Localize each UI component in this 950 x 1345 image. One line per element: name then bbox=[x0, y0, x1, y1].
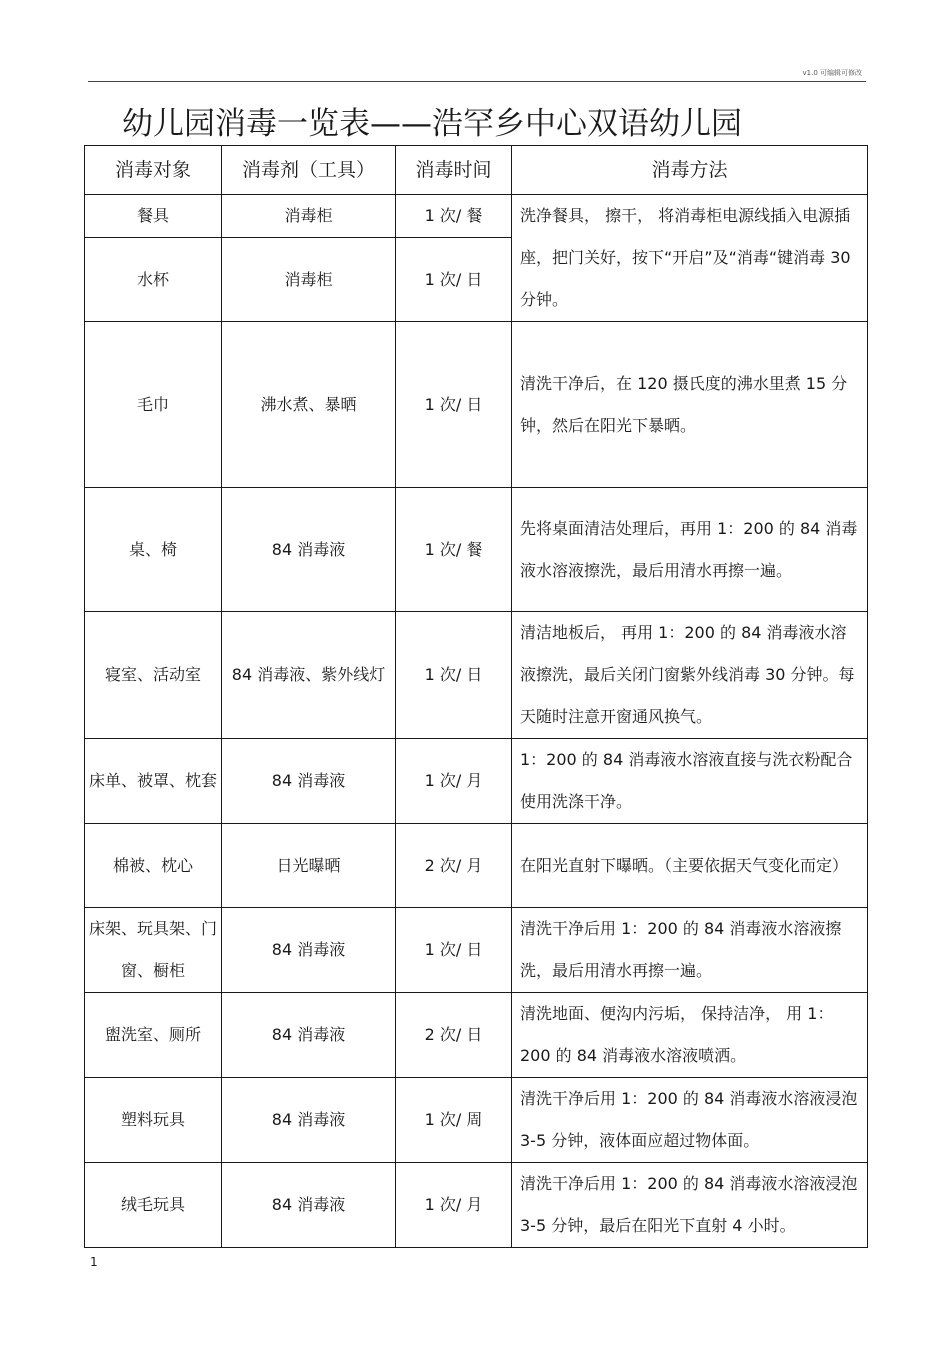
table-row bbox=[85, 322, 868, 488]
table-row bbox=[85, 824, 868, 908]
cell-agent: 日光曝晒 bbox=[222, 824, 396, 908]
cell-time: 1 次/ 日 bbox=[396, 322, 512, 488]
cell-method: 1：200 的 84 消毒液水溶液直接与洗衣粉配合使用洗涤干净。 bbox=[512, 739, 868, 824]
cell-method: 清洗地面、便沟内污垢， 保持洁净， 用 1：200 的 84 消毒液水溶液喷洒。 bbox=[512, 993, 868, 1078]
cell-object: 盥洗室、厕所 bbox=[85, 993, 222, 1078]
table-row bbox=[85, 195, 868, 238]
cell-time: 1 次/ 餐 bbox=[396, 195, 512, 238]
cell-method: 清洗干净后用 1：200 的 84 消毒液水溶液浸泡 3-5 分钟，液体面应超过物体面。 bbox=[512, 1078, 868, 1163]
cell-time: 1 次/ 日 bbox=[396, 612, 512, 739]
cell-method: 在阳光直射下曝晒。（主要依据天气变化而定） bbox=[512, 824, 868, 908]
cell-object: 塑料玩具 bbox=[85, 1078, 222, 1163]
cell-object: 毛巾 bbox=[85, 322, 222, 488]
cell-method: 清洗干净后用 1：200 的 84 消毒液水溶液浸泡 3-5 分钟，最后在阳光下直射 4 小时。 bbox=[512, 1163, 868, 1248]
cell-method: 洗净餐具， 擦干， 将消毒柜电源线插入电源插座，把门关好，按下“开启”及“消毒“键消毒 30 分钟。 bbox=[512, 195, 868, 322]
cell-time: 1 次/ 周 bbox=[396, 1078, 512, 1163]
cell-object: 棉被、枕心 bbox=[85, 824, 222, 908]
cell-object: 床架、玩具架、门窗、橱柜 bbox=[85, 908, 222, 993]
cell-method: 清洗干净后，在 120 摄氏度的沸水里煮 15 分钟，然后在阳光下暴晒。 bbox=[512, 322, 868, 488]
cell-time: 1 次/ 日 bbox=[396, 238, 512, 322]
cell-agent: 84 消毒液 bbox=[222, 488, 396, 612]
cell-time: 1 次/ 月 bbox=[396, 1163, 512, 1248]
cell-agent: 84 消毒液 bbox=[222, 1078, 396, 1163]
cell-agent: 84 消毒液 bbox=[222, 993, 396, 1078]
cell-agent: 84 消毒液 bbox=[222, 739, 396, 824]
table-header-row bbox=[85, 146, 868, 195]
cell-object: 桌、椅 bbox=[85, 488, 222, 612]
header-rule bbox=[88, 81, 866, 82]
cell-agent: 84 消毒液、紫外线灯 bbox=[222, 612, 396, 739]
table-row bbox=[85, 612, 868, 739]
table-row bbox=[85, 739, 868, 824]
table-row bbox=[85, 908, 868, 993]
table-row bbox=[85, 1163, 868, 1248]
cell-method: 清洗干净后用 1：200 的 84 消毒液水溶液擦洗，最后用清水再擦一遍。 bbox=[512, 908, 868, 993]
document-title: 幼儿园消毒一览表——浩罕乡中心双语幼儿园 bbox=[122, 106, 742, 142]
header-version-note: v1.0 可编辑可修改 bbox=[802, 69, 862, 77]
cell-agent: 消毒柜 bbox=[222, 238, 396, 322]
table-row bbox=[85, 993, 868, 1078]
cell-object: 寝室、活动室 bbox=[85, 612, 222, 739]
cell-time: 1 次/ 月 bbox=[396, 739, 512, 824]
cell-agent: 84 消毒液 bbox=[222, 1163, 396, 1248]
cell-method: 先将桌面清洁处理后，再用 1：200 的 84 消毒液水溶液擦洗，最后用清水再擦一遍。 bbox=[512, 488, 868, 612]
cell-time: 2 次/ 日 bbox=[396, 993, 512, 1078]
cell-object: 床单、被罩、枕套 bbox=[85, 739, 222, 824]
column-header-method: 消毒方法 bbox=[512, 146, 868, 195]
disinfection-table bbox=[84, 145, 868, 1248]
column-header-agent: 消毒剂（工具） bbox=[222, 146, 396, 195]
cell-object: 绒毛玩具 bbox=[85, 1163, 222, 1248]
page-number: 1 bbox=[90, 1255, 98, 1269]
cell-object: 餐具 bbox=[85, 195, 222, 238]
cell-object: 水杯 bbox=[85, 238, 222, 322]
cell-time: 1 次/ 日 bbox=[396, 908, 512, 993]
column-header-object: 消毒对象 bbox=[85, 146, 222, 195]
cell-time: 2 次/ 月 bbox=[396, 824, 512, 908]
column-header-time: 消毒时间 bbox=[396, 146, 512, 195]
cell-time: 1 次/ 餐 bbox=[396, 488, 512, 612]
cell-method: 清洁地板后， 再用 1：200 的 84 消毒液水溶液擦洗，最后关闭门窗紫外线消毒 30 分钟。每天随时注意开窗通风换气。 bbox=[512, 612, 868, 739]
cell-agent: 沸水煮、暴晒 bbox=[222, 322, 396, 488]
table-row bbox=[85, 1078, 868, 1163]
cell-agent: 84 消毒液 bbox=[222, 908, 396, 993]
table-row bbox=[85, 488, 868, 612]
cell-agent: 消毒柜 bbox=[222, 195, 396, 238]
